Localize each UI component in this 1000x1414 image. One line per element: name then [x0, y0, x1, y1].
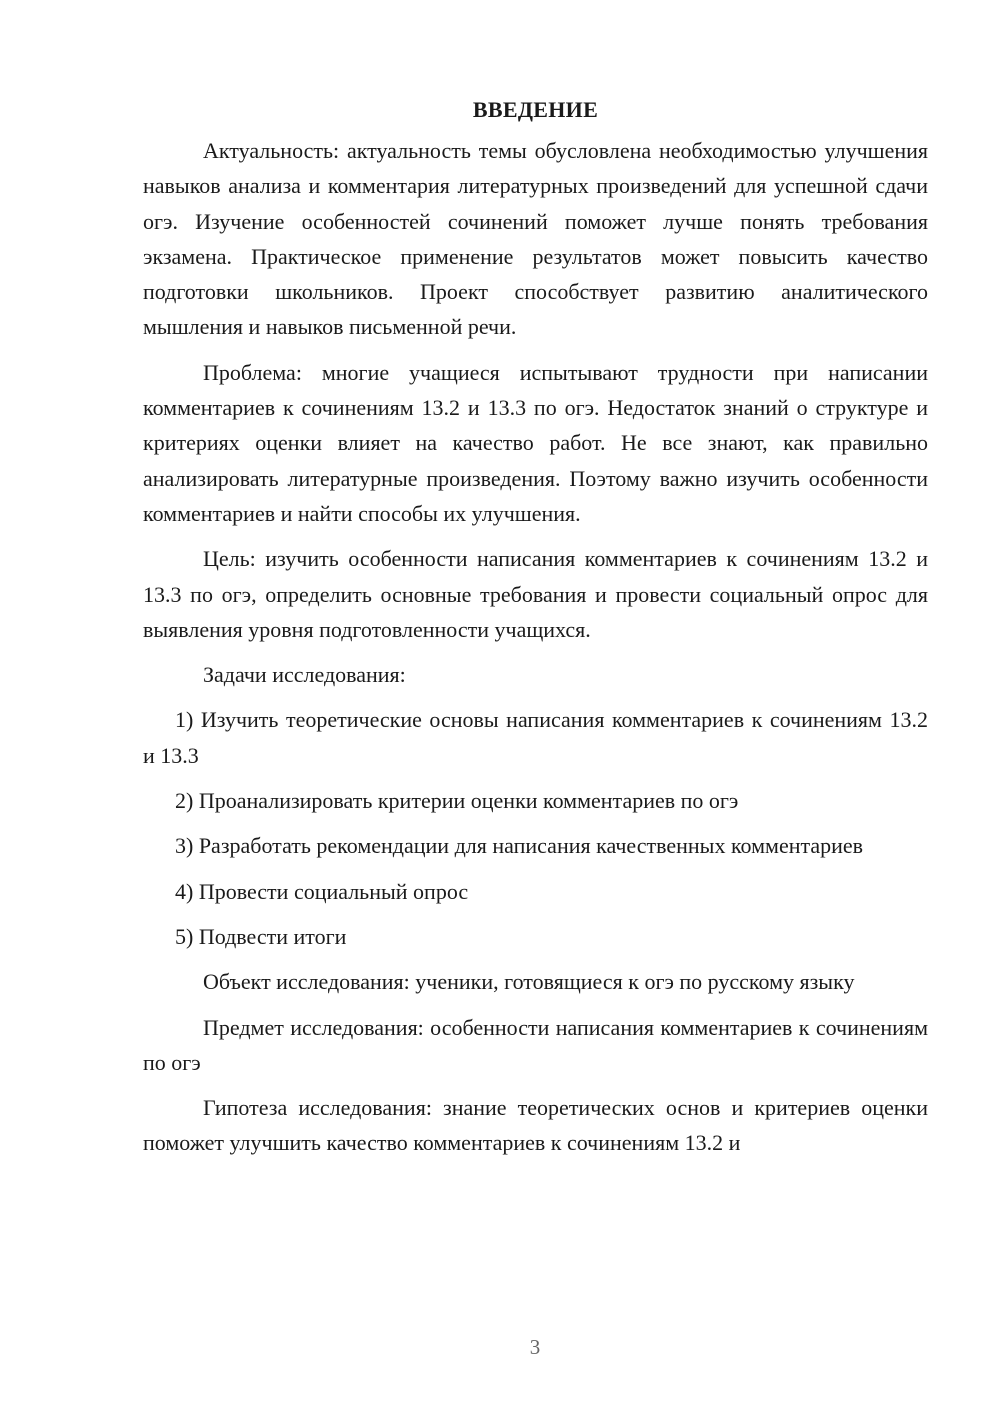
paragraph-relevance: Актуальность: актуальность темы обусловлена необходимостью улучшения навыков анализа и комментария литературных произведений для успешной сдачи огэ. Изучение особенностей сочинений поможет лучше понять требования экзамена. Практическое применение результатов может повысить качество подготовки школьников. Проект способствует развитию аналитического мышления и навыков письменной речи. — [143, 138, 928, 340]
section-title: ВВЕДЕНИЕ — [472, 97, 599, 122]
paragraph-subject: Предмет исследования: особенности написания комментариев к сочинениям по огэ — [143, 1014, 928, 1075]
document-page — [143, 90, 928, 1171]
list-item: 5) Подвести итоги — [175, 923, 347, 949]
list-item: 3) Разработать рекомендации для написания качественных комментариев — [175, 833, 864, 859]
tasks-list — [143, 702, 928, 954]
list-item: 2) Проанализировать критерии оценки комментариев по огэ — [175, 788, 739, 814]
list-item: 1) Изучить теоретические основы написания комментариев к сочинениям 13.2 и 13.3 — [143, 707, 928, 768]
paragraph-object: Объект исследования: ученики, готовящиеся к огэ по русскому языку — [203, 969, 855, 995]
list-item: 4) Провести социальный опрос — [175, 878, 469, 904]
paragraph-problem: Проблема: многие учащиеся испытывают трудности при написании комментариев к сочинениям 13.2 и 13.3 по огэ. Недостаток знаний о структуре и критериях оценки влияет на качество работ. Не все знают, как правильно анализировать литературные произведения. Поэтому важно изучить особенности комментариев и найти способы их улучшения. — [143, 359, 928, 526]
paragraph-hypothesis: Гипотеза исследования: знание теоретических основ и критериев оценки поможет улучшить качество комментариев к сочинениям 13.2 и — [143, 1095, 928, 1156]
page-number: 3 — [529, 1335, 541, 1359]
paragraph-goal: Цель: изучить особенности написания комментариев к сочинениям 13.2 и 13.3 по огэ, определить основные требования и провести социальный опрос для выявления уровня подготовленности учащихся. — [143, 546, 928, 642]
tasks-heading: Задачи исследования: — [203, 662, 406, 688]
